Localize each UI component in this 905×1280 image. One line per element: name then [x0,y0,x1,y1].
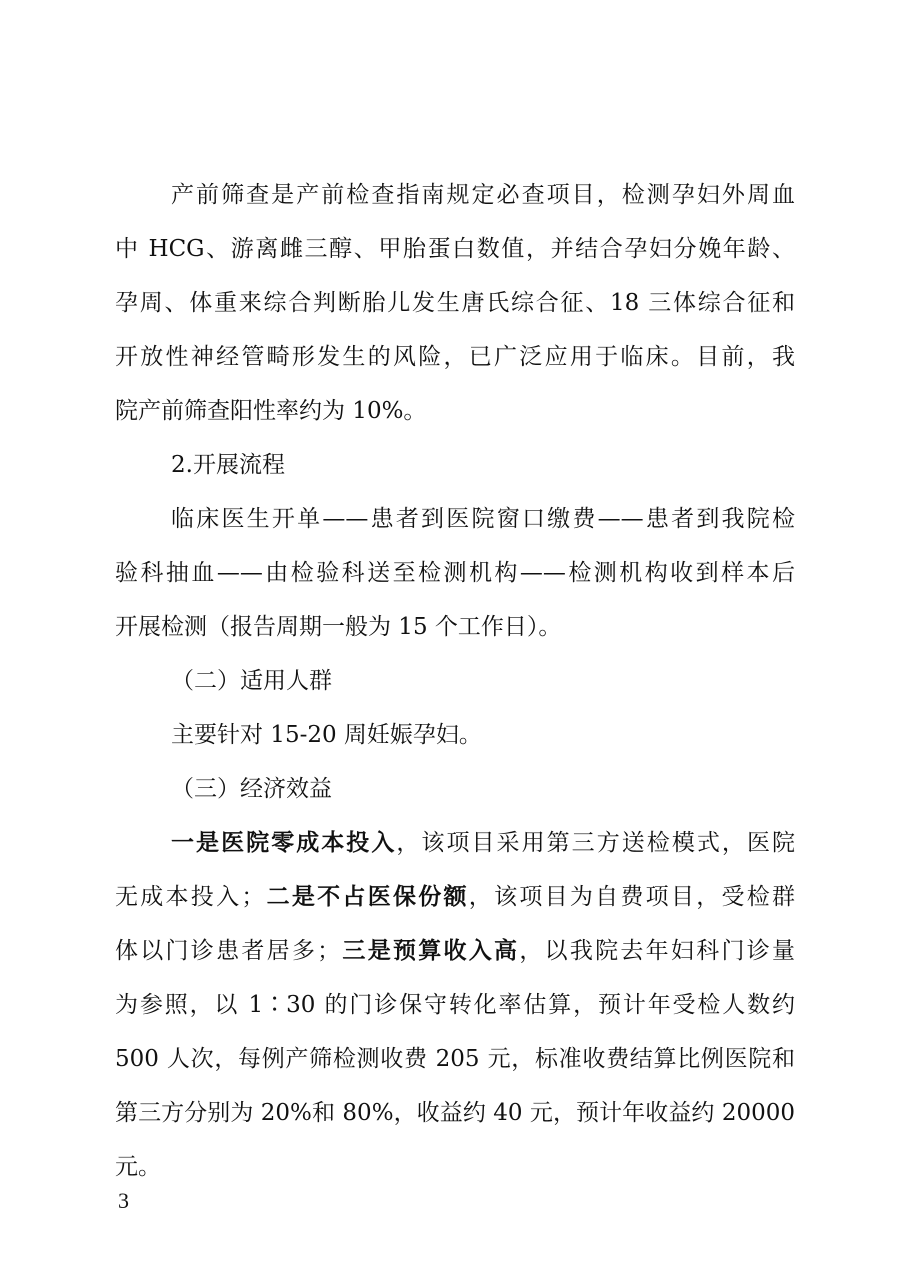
paragraph-line [115,924,795,978]
text-run: ，该项目为自费项目，受检群 [468,884,796,910]
text-run: ，以我院去年妇科门诊量 [519,938,796,964]
text-run: 无成本投入； [115,884,265,910]
text-run: ，该项目采用第三方送检模式，医院 [396,830,796,856]
bold-phrase: 二是不占医保份额 [264,883,469,910]
text-run: 体以门诊患者居多； [115,938,341,964]
paragraph-line: 验科抽血——由检验科送至检测机构——检测机构收到样本后 [115,560,795,586]
bold-phrase: 三是预算收入高 [340,937,520,964]
paragraph-line [115,870,795,924]
paragraph-line [115,816,795,870]
paragraph-line: 中 HCG、游离雌三醇、甲胎蛋白数值，并结合孕妇分娩年龄、 [115,236,795,262]
bold-phrase: 一是医院零成本投入 [171,829,397,856]
paragraph-line: 院产前筛查阳性率约为 10%。 [115,398,427,424]
paragraph-line: 第三方分别为 20%和 80%，收益约 40 元，预计年收益约 20000 [115,1100,795,1126]
paragraph-line: 开展检测（报告周期一般为 15 个工作日）。 [115,614,562,640]
paragraph-line: 为参照，以 1∶30 的门诊保守转化率估算，预计年受检人数约 [115,992,795,1018]
paragraph-line: 开放性神经管畸形发生的风险，已广泛应用于临床。目前，我 [115,344,795,370]
paragraph-line: 临床医生开单——患者到医院窗口缴费——患者到我院检 [171,506,795,532]
paragraph-line: 主要针对 15-20 周妊娠孕妇。 [171,722,482,748]
paragraph-line: 产前筛查是产前检查指南规定必查项目，检测孕妇外周血 [171,182,795,208]
paragraph-line: 孕周、体重来综合判断胎儿发生唐氏综合征、18 三体综合征和 [115,290,795,316]
paragraph-line: 500 人次，每例产筛检测收费 205 元，标准收费结算比例医院和 [115,1046,795,1072]
section-heading: 2.开展流程 [171,452,285,478]
section-heading: （二）适用人群 [171,668,332,694]
document-body [115,168,795,1194]
section-heading: （三）经济效益 [171,776,332,802]
page-number: 3 [118,1188,129,1213]
paragraph-line: 元。 [115,1154,161,1180]
